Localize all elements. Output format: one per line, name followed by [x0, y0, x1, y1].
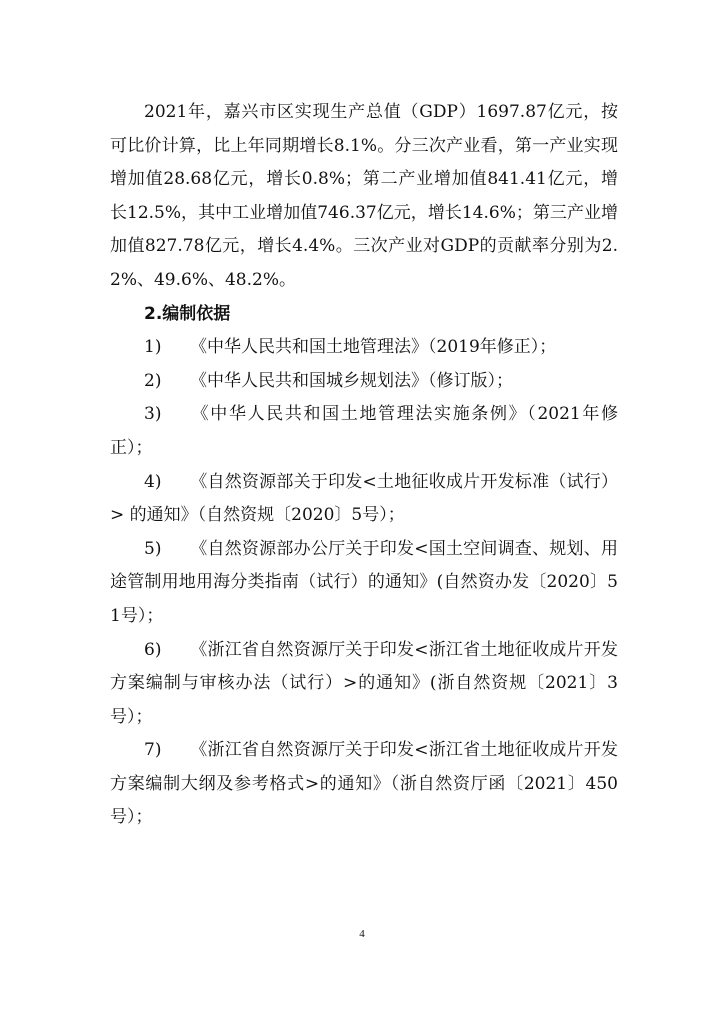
gdp-paragraph: 2021年，嘉兴市区实现生产总值（GDP）1697.87亿元，按可比价计算，比上年同期增长8.1%。分三次产业看，第一产业实现增加值28.68亿元，增长0.8%；第二产业增加值841.41亿元，增长12.5%，其中工业增加值746.37亿元，增长14.6%；第三产业增加值827.78亿元，增长4.4%。三次产业对GDP的贡献率分别为2.2%、49.6%、48.2%。 — [110, 102, 618, 290]
list-item — [110, 734, 618, 835]
list-item-text: 《浙江省自然资源厅关于印发<浙江省土地征收成片开发方案编制与审核办法（试行）>的通知》(浙自然资规〔2021〕3号）； — [110, 639, 618, 727]
list-item-text: 《中华人民共和国土地管理法实施条例》（2021年修正）； — [110, 404, 618, 458]
list-item-number: 7) — [144, 740, 162, 761]
list-item — [110, 331, 618, 365]
list-item-text: 《自然资源部关于印发<土地征收成片开发标准（试行）> 的通知》（自然资规〔2020〕5号）； — [110, 471, 618, 526]
body-text — [110, 96, 618, 835]
list-item-text: 《中华人民共和国城乡规划法》（修订版）； — [190, 370, 513, 391]
list-item-text: 《自然资源部办公厅关于印发<国土空间调查、规划、用途管制用地用海分类指南（试行）的通知》(自然资办发〔2020〕51号）； — [110, 538, 618, 626]
list-item — [110, 365, 618, 399]
list-item-text: 《浙江省自然资源厅关于印发<浙江省土地征收成片开发方案编制大纲及参考格式>的通知》（浙自然资厅函〔2021〕450号）； — [110, 740, 618, 828]
list-item — [110, 466, 618, 533]
page-number: 4 — [359, 928, 365, 940]
section-heading: 2.编制依据 — [144, 303, 231, 324]
list-item-number: 6) — [144, 639, 162, 660]
list-item-number: 3) — [144, 404, 162, 425]
list-item-number: 1) — [144, 337, 162, 358]
list-item-number: 2) — [144, 370, 162, 391]
list-item — [110, 533, 618, 634]
list-item — [110, 634, 618, 735]
list-item — [110, 398, 618, 465]
list-item-number: 5) — [144, 538, 162, 559]
list-item-text: 《中华人民共和国土地管理法》（2019年修正）； — [190, 337, 557, 358]
list-item-number: 4) — [144, 471, 162, 492]
